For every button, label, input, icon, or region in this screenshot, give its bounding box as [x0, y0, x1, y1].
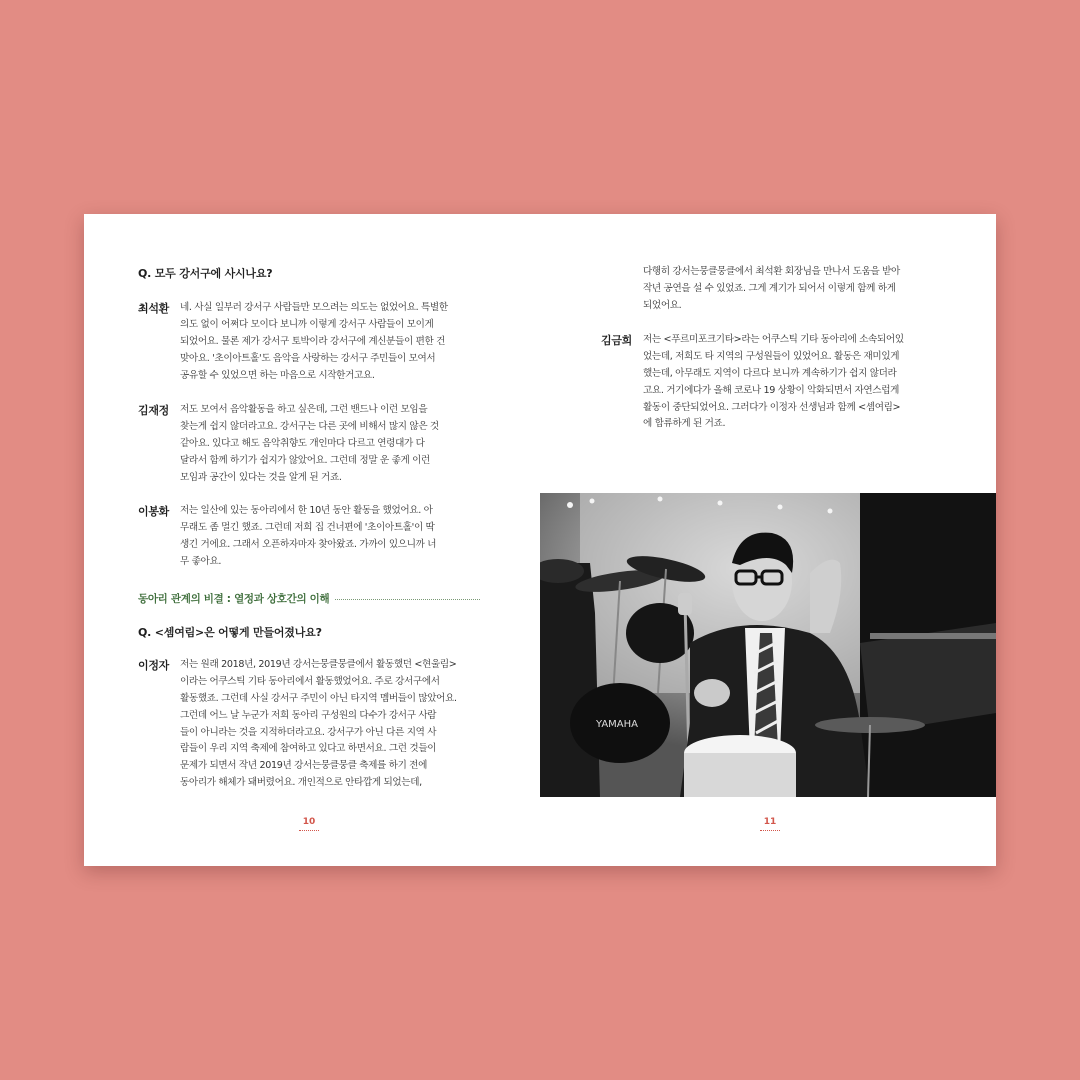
photo-drummer-bw	[540, 493, 996, 797]
page-number-text: 10	[302, 817, 316, 827]
page-number	[750, 817, 790, 831]
text-line: 무래도 좀 멀긴 했죠. 그런데 저희 집 건너편에 '초이아트홀'이 딱	[180, 521, 435, 533]
answer-text	[643, 332, 904, 433]
text-line: 저는 일산에 있는 동아리에서 한 10년 동안 활동을 했었어요. 아	[180, 505, 433, 516]
text-line: 되었어요.	[643, 299, 682, 311]
section-heading	[138, 590, 480, 606]
page-number-text: 11	[763, 817, 777, 827]
text-line: 문제가 되면서 작년 2019년 강서는뭉클뭉클 축제를 하기 전에	[180, 760, 428, 772]
text-line: 찾는게 쉽지 않더라고요. 강서구는 다른 곳에 비해서 많지 않은 것	[180, 420, 439, 432]
text-line: 활동했죠. 그런데 사실 강서구 주민이 아닌 타지역 멤버들이 많았어요.	[180, 692, 457, 704]
text-line: 맞아요. '초이아트홀'도 음악을 사랑하는 강서구 주민들이 모여서	[180, 352, 436, 364]
speaker-name: 이봉화	[138, 505, 169, 518]
text-line: 이라는 어쿠스틱 기타 동아리에서 활동했었어요. 주로 강서구에서	[180, 675, 440, 687]
drum-logo: YAMAHA	[596, 719, 639, 730]
answer-text	[643, 264, 900, 315]
speaker-name: 이정자	[138, 659, 169, 672]
text-line: 다행히 강서는뭉클뭉클에서 최석환 회장님을 만나서 도움을 받아	[643, 266, 900, 277]
dotted-rule	[335, 599, 480, 600]
text-line: 의도 없이 어쩌다 모이다 보니까 이렇게 강서구 사람들이 모이게	[180, 318, 434, 330]
text-line: 작년 공연을 설 수 있었죠. 그게 계기가 되어서 이렇게 함께 하게	[643, 282, 896, 294]
text-line: 모임과 공간이 있다는 것을 알게 된 거죠.	[180, 471, 342, 483]
text-line: 었는데, 저희도 타 지역의 구성원들이 있었어요. 활동은 재미있게	[643, 350, 900, 362]
text-line: 동아리가 해체가 돼버렸어요. 개인적으로 안타깝게 되었는데,	[180, 777, 422, 789]
text-line: 무 좋아요.	[180, 555, 222, 567]
speaker-name: 김금희	[601, 334, 632, 347]
text-line: 생긴 거에요. 그래서 오픈하자마자 찾아왔죠. 가까이 있으니까 너	[180, 538, 437, 550]
page-number-dots	[299, 830, 319, 831]
text-line: 고요. 거기에다가 올해 코로나 19 상황이 악화되면서 자연스럽게	[643, 384, 900, 396]
text-line: 공유할 수 있었으면 하는 마음으로 시작한거고요.	[180, 369, 375, 381]
text-line: 저는 원래 2018년, 2019년 강서는뭉클뭉클에서 활동했던 <현울림>	[180, 659, 457, 670]
answer-text	[180, 503, 436, 571]
text-line: 활동이 중단되었어요. 그러다가 이정자 선생님과 함께 <셈여림>	[643, 401, 901, 413]
page-number	[289, 817, 329, 831]
text-line: 에 합류하게 된 거죠.	[643, 418, 726, 430]
text-line: 그런데 어느 날 누군가 저희 동아리 구성원의 다수가 강서구 사람	[180, 709, 437, 721]
answer-text	[180, 300, 448, 384]
text-line: 했는데, 아무래도 지역이 다르다 보니까 계속하기가 쉽지 않더라	[643, 367, 897, 379]
speaker-name: 김재정	[138, 404, 169, 417]
text-line: 같아요. 있다고 해도 음악취향도 개인마다 다르고 연령대가 다	[180, 437, 425, 449]
text-line: 달라서 함께 하기가 쉽지가 않았어요. 그런데 정말 운 좋게 이런	[180, 454, 430, 466]
answer-text	[180, 402, 439, 486]
speaker-name: 최석환	[138, 302, 169, 315]
text-line: 저도 모여서 음악활동을 하고 싶은데, 그런 밴드나 이런 모임을	[180, 404, 428, 415]
book-spread	[84, 214, 996, 866]
text-line: 네. 사실 일부러 강서구 사람들만 모으려는 의도는 없었어요. 특별한	[180, 302, 448, 313]
left-page	[84, 214, 540, 866]
text-line: 들이 아니라는 것을 지적하더라고요. 강서구가 아닌 다른 지역 사	[180, 726, 437, 738]
question-heading: Q. <셈여림>은 어떻게 만들어졌나요?	[138, 626, 322, 639]
page-number-dots	[760, 830, 780, 831]
answer-text	[180, 657, 457, 792]
text-line: 람들이 우리 지역 축제에 참여하고 있다고 하면서요. 그런 것들이	[180, 743, 437, 755]
text-line: 되었어요. 물론 제가 강서구 토박이라 강서구에 계신분들이 편한 건	[180, 335, 446, 347]
section-title: 동아리 관계의 비결 : 열정과 상호간의 이해	[138, 592, 330, 605]
text-line: 저는 <푸르미포크기타>라는 어쿠스틱 기타 동아리에 소속되어있	[643, 334, 904, 345]
question-heading: Q. 모두 강서구에 사시나요?	[138, 267, 273, 280]
